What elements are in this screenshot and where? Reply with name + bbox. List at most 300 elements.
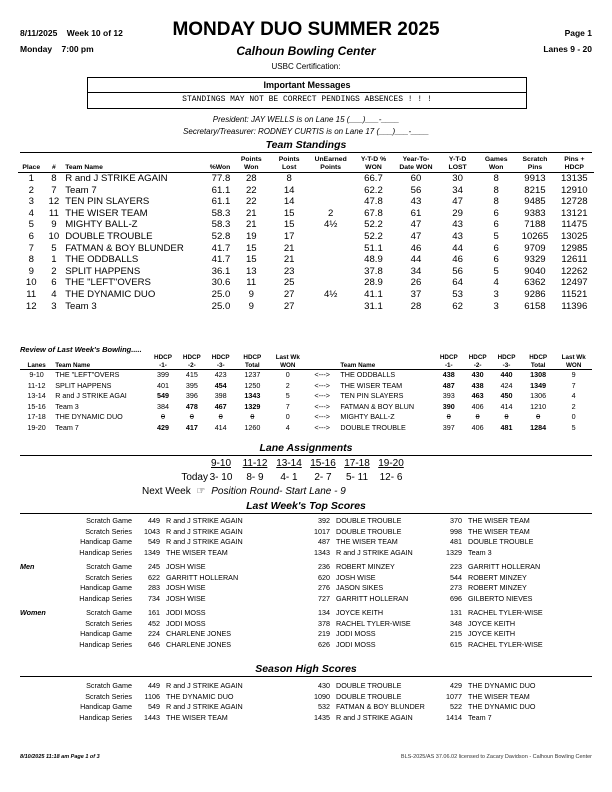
standings-header: Pins + HDCP [555,156,594,173]
standings-cell [308,231,353,243]
message-line: STANDINGS MAY NOT BE CORRECT PENDINGS ABSENCES ! ! ! [182,95,432,104]
standings-cell: 3 [493,288,499,300]
standings-cell: 4½ [324,288,338,300]
lane-pairing: 8- 9 [246,472,264,483]
standings-cell [308,301,353,313]
review-cell: 1237 [244,370,261,379]
review-cell: 0 [536,412,541,422]
review-cell: MIGHTY BALL-Z [340,412,395,422]
review-cell: 384 [156,401,169,411]
standings-cell: 12 [25,300,37,312]
review-cell: 0 [189,412,194,422]
review-cell: 415 [185,370,198,379]
score-cell: Scratch Game [86,516,132,525]
review-cell: 1250 [244,380,261,390]
review-cell: 397 [442,422,455,432]
score-cell: R and J STRIKE AGAIN [166,681,243,690]
standings-cell: 2 [328,207,334,219]
standings-cell: 56 [410,184,422,196]
standings-cell: 12262 [560,265,588,277]
review-cell: 1284 [530,422,547,432]
standings-cell: 12 [48,196,60,208]
review-cell: THE ODDBALLS [340,370,396,379]
standings-cell: 19 [245,230,257,242]
score-cell: 481 [450,537,462,546]
lane-assign-divider [20,455,592,456]
standings-title: Team Standings [265,139,347,151]
score-cell: DOUBLE TROUBLE [336,681,402,690]
score-cell: Scratch Series [85,618,132,628]
standings-cell: 52.8 [211,230,231,242]
score-cell: RACHEL TYLER-WISE [468,639,543,649]
score-cell: THE DYNAMIC DUO [468,702,536,711]
standings-cell: 15 [245,254,257,266]
review-cell: 549 [156,391,169,401]
review-cell: 0 [285,370,290,379]
score-cell: JOSH WISE [166,562,206,571]
lane-pairing: 2- 7 [314,472,332,483]
review-cell: 440 [500,370,513,379]
standings-cell: 6 [493,207,499,219]
review-cell: 7 [285,401,290,411]
score-cell: 392 [318,516,330,525]
standings-cell: 3 [493,300,499,312]
review-cell: DOUBLE TROUBLE [340,422,406,432]
standings-header: UnEarned Points [308,156,353,173]
score-cell: GILBERTO NIEVES [468,593,533,603]
review-cell: 9-10 [29,370,44,379]
score-cell: JOYCE KEITH [336,608,384,617]
usbc-certification: USBC Certification: [271,62,341,71]
standings-cell: 9 [28,265,34,277]
standings-cell: 13135 [560,173,588,184]
standings-row [18,277,594,289]
standings-cell: 9709 [524,242,546,254]
score-cell: 487 [318,537,330,546]
standings-cell: 51.1 [364,242,383,254]
standings-cell: 2 [28,184,34,196]
standings-cell: 47 [452,196,463,208]
review-cell: 9 [571,370,576,379]
score-cell: DOUBLE TROUBLE [336,526,402,536]
messages-title: Important Messages [263,80,351,90]
standings-cell: 6 [493,254,499,266]
score-cell: 223 [450,562,462,571]
standings-cell: 12611 [561,254,588,266]
score-cell: DOUBLE TROUBLE [336,691,402,701]
review-cell: <---> [314,422,330,432]
standings-cell: 46 [410,242,422,254]
score-cell: 430 [318,681,330,690]
lane-column-header: 17-18 [344,458,370,469]
score-cell: 549 [148,537,160,546]
review-cell: 450 [500,391,513,401]
review-cell: 487 [442,380,455,390]
standings-cell: 61.1 [211,184,231,196]
score-cell: Handicap Game [80,629,132,638]
standings-cell: 30.6 [211,277,231,289]
score-cell: Team 3 [468,547,492,557]
score-cell: 273 [450,583,462,592]
review-header: HDCP -1- [434,354,463,370]
score-cell: THE WISER TEAM [468,691,530,701]
standings-cell: 66.7 [364,173,383,184]
review-header: HDCP -2- [463,354,492,370]
standings-cell: 8 [28,254,34,266]
standings-cell: MIGHTY BALL-Z [65,219,138,231]
review-cell: 0 [285,412,290,422]
standings-cell: 10265 [521,230,549,242]
standings-cell: 11521 [561,288,588,300]
score-cell: Handicap Series [79,593,132,603]
review-cell: 417 [185,422,198,432]
lanes-range: Lanes 9 - 20 [543,44,592,54]
standings-cell: 9286 [524,288,546,300]
lane-pairing: 12- 6 [379,472,403,483]
score-cell: JODI MOSS [336,629,376,638]
standings-cell: 5 [493,230,499,242]
review-cell: 414 [214,422,227,432]
score-cell: 620 [318,572,330,582]
score-cell: 727 [318,593,330,603]
score-cell: Handicap Game [80,583,132,592]
review-cell: 406 [471,422,484,432]
review-cell: THE DYNAMIC DUO [55,412,123,422]
score-cell: RACHEL TYLER-WISE [468,608,543,617]
standings-cell: 9383 [524,207,546,219]
score-cell: R and J STRIKE AGAIN [166,702,243,711]
standings-cell [308,254,353,266]
standings-cell: SPLIT HAPPENS [65,265,141,277]
score-group-label: Women [20,608,46,617]
review-cell: Team 7 [55,422,79,432]
standings-cell: 22 [245,196,257,208]
review-header: Team Name [53,354,148,370]
review-header: HDCP Total [521,354,555,370]
review-cell: 4 [571,391,576,401]
score-cell: 219 [318,629,330,638]
score-cell: 1343 [314,547,330,557]
league-day-time: Monday 7:00 pm [20,44,94,54]
score-cell: 622 [148,572,160,582]
lane-pairing: 5- 11 [345,472,369,483]
review-cell: 5 [285,391,290,401]
standings-row [18,196,594,208]
standings-cell: 21 [245,207,257,219]
standings-row [18,208,594,220]
standings-row [18,173,594,185]
standings-cell: 3 [28,196,34,208]
score-cell: Scratch Game [86,562,132,571]
standings-cell: DOUBLE TROUBLE [65,230,153,242]
score-cell: 134 [318,608,330,617]
standings-row [18,266,594,278]
standings-cell: 8 [286,173,292,184]
review-cell: 414 [500,401,513,411]
standings-cell: 37 [410,288,422,300]
standings-cell: 4 [493,277,499,289]
score-cell: THE WISER TEAM [468,516,530,525]
score-cell: Scratch Series [85,691,132,701]
season-high-divider [20,676,592,677]
score-cell: Scratch Series [85,526,132,536]
review-cell: <---> [314,412,330,422]
review-cell: THE "LEFT"OVERS [55,370,120,379]
standings-cell: 11 [48,207,59,219]
review-cell: 406 [471,401,484,411]
standings-cell: 60 [410,173,422,184]
season-high-title: Season High Scores [255,663,357,675]
standings-cell: 12497 [560,277,588,289]
standings-cell: 21 [245,219,257,231]
standings-cell: 56 [452,265,463,277]
review-cell: <---> [314,380,330,390]
score-cell: RACHEL TYLER-WISE [336,618,411,628]
standings-cell: 15 [245,242,257,254]
review-row [20,391,592,402]
score-cell: 161 [148,608,160,617]
review-cell: 423 [214,370,227,379]
score-cell: 615 [450,639,462,649]
review-cell: 401 [156,380,169,390]
review-cell: FATMAN & BOY BLUN [340,401,415,411]
review-cell: 1349 [530,380,547,390]
review-cell: 424 [500,380,513,390]
review-cell: <---> [314,370,330,379]
score-cell: THE WISER TEAM [336,537,398,546]
score-cell: DOUBLE TROUBLE [468,537,534,546]
review-cell: 398 [214,391,227,401]
standings-cell: 21 [283,254,295,266]
standings-cell: 43 [452,230,463,242]
lane-pairing: 4- 1 [280,472,298,483]
review-cell: 396 [185,391,198,401]
score-cell: 449 [148,516,160,525]
standings-cell: 34 [452,184,463,196]
standings-header: Points Lost [270,156,308,173]
review-row [20,423,592,434]
review-cell: 5 [571,422,576,432]
standings-cell: 13121 [560,207,588,219]
standings-header: Points Won [232,156,270,173]
standings-cell: THE WISER TEAM [65,207,148,219]
score-cell: 1077 [446,691,462,701]
standings-cell: 10 [48,230,60,242]
score-cell: 544 [450,572,462,582]
page-number: Page 1 [564,28,592,38]
standings-header: Games Won [477,156,515,173]
standings-cell: 8 [493,184,499,196]
score-cell: Handicap Series [79,639,132,649]
footer-license: BLS-2025/AS 37.06.02 licensed to Zacary Davidson - Calhoun Bowling Center [400,754,592,760]
review-header: HDCP Total [235,354,269,370]
standings-cell: 43 [410,196,422,208]
standings-cell: 47 [410,230,422,242]
review-table [20,354,592,434]
standings-cell: 29 [452,207,463,219]
report-date-week: 8/11/2025 Week 10 of 12 [20,28,123,38]
standings-cell: 61.1 [211,196,231,208]
standings-cell: 22 [245,184,257,196]
standings-cell: 4 [28,207,34,219]
standings-cell: 41.1 [364,288,383,300]
standings-divider [20,152,592,153]
score-cell: JASON SIKES [336,583,384,592]
review-cell: THE WISER TEAM [340,380,403,390]
standings-cell: 15 [283,207,295,219]
score-group-label: Men [20,562,35,571]
review-cell: 395 [185,380,198,390]
standings-cell: 9 [51,219,57,231]
score-cell: 276 [318,583,330,592]
standings-row [18,301,594,313]
review-cell: 454 [214,380,227,390]
standings-cell: 28.9 [364,277,383,289]
score-cell: THE WISER TEAM [468,526,530,536]
standings-header: Scratch Pins [515,156,554,173]
standings-cell: 28 [410,300,422,312]
footer-print-info: 8/10/2025 11:18 am Page 1 of 3 [20,754,100,760]
score-cell: 1090 [314,691,330,701]
score-cell: JOYCE KEITH [468,618,516,628]
score-cell: THE DYNAMIC DUO [468,681,536,690]
score-cell: Handicap Series [79,547,132,557]
standings-cell: Team 3 [65,300,97,312]
standings-cell: 9913 [524,173,546,184]
review-row [20,370,592,381]
standings-cell: 6 [493,242,499,254]
standings-cell: 9040 [524,265,546,277]
review-cell: 430 [471,370,484,379]
review-cell: 390 [442,401,455,411]
today-label: Today [181,472,208,483]
standings-cell: 53 [452,288,463,300]
score-cell: THE WISER TEAM [166,712,228,722]
review-cell: 0 [504,412,509,422]
standings-cell: 27 [283,288,295,300]
score-cell: FATMAN & BOY BLUNDER [336,702,425,711]
score-cell: GARRITT HOLLERAN [336,593,409,603]
standings-cell [308,266,353,278]
standings-cell: 44 [452,242,463,254]
score-cell: 1329 [446,547,462,557]
standings-cell: 15 [283,219,295,231]
score-cell: R and J STRIKE AGAIN [336,547,413,557]
review-cell: 481 [500,422,513,432]
score-cell: 245 [148,562,160,571]
president-line: President: JAY WELLS is on Lane 15 (___)___-____ [212,115,400,124]
standings-cell: 8 [493,173,499,184]
score-cell: CHARLENE JONES [166,639,232,649]
score-cell: DOUBLE TROUBLE [336,516,402,525]
standings-cell [308,185,353,197]
standings-cell: 77.8 [211,173,231,184]
standings-cell: 12910 [560,184,588,196]
standings-cell: 21 [283,242,295,254]
standings-cell: 11 [26,288,37,300]
score-cell: 1414 [446,712,462,722]
standings-cell: 9485 [524,196,546,208]
score-cell: JOSH WISE [336,572,376,582]
standings-cell: 34 [410,265,422,277]
standings-row [18,243,594,255]
review-cell: 429 [156,422,169,432]
review-header: HDCP -3- [492,354,521,370]
standings-table [18,156,594,312]
standings-cell: 23 [283,265,295,277]
standings-header: Year-To-Date WON [394,156,439,173]
standings-cell: 14 [283,184,295,196]
score-cell: JOSH WISE [166,593,206,603]
review-header [306,354,338,370]
score-cell: 696 [450,593,462,603]
score-cell: ROBERT MINZEY [468,572,527,582]
bowling-center-name: Calhoun Bowling Center [236,44,376,58]
score-cell: 283 [148,583,160,592]
lane-assign-title: Lane Assignments [259,442,353,454]
standings-cell: 11475 [561,219,588,231]
standings-cell: 30 [452,173,463,184]
review-header: Last Wk WON [555,354,592,370]
score-cell: JOYCE KEITH [468,629,516,638]
review-cell: 478 [185,401,198,411]
top-scores-title: Last Week's Top Scores [246,500,366,512]
standings-cell: 4½ [324,219,338,231]
review-row [20,381,592,392]
review-cell: 19-20 [27,422,46,432]
standings-cell: 6 [28,230,34,242]
review-cell: 0 [475,412,480,422]
standings-cell [308,277,353,289]
score-cell: THE WISER TEAM [166,547,228,557]
score-cell: GARRITT HOLLERAN [468,562,541,571]
score-cell: R and J STRIKE AGAIN [166,526,243,536]
standings-cell: 46 [452,254,463,266]
review-cell: 15-16 [27,401,46,411]
standings-header: # [45,156,64,173]
review-header: HDCP -2- [177,354,206,370]
review-cell: 463 [471,391,484,401]
lane-column-header: 15-16 [310,458,336,469]
lane-column-header: 9-10 [210,458,231,469]
review-cell: 1308 [530,370,547,379]
score-cell: 1017 [314,526,330,536]
standings-cell: Team 7 [65,184,97,196]
standings-cell: 44 [410,254,422,266]
standings-cell: 13025 [560,230,588,242]
standings-cell: 31.1 [364,300,383,312]
review-cell: 438 [442,370,455,379]
league-title: MONDAY DUO SUMMER 2025 [172,19,440,40]
score-cell: 370 [450,516,462,525]
review-cell: SPLIT HAPPENS [55,380,112,390]
standings-cell: 7 [28,242,34,254]
review-cell: 0 [160,412,165,422]
review-header: HDCP -3- [206,354,235,370]
standings-cell: 6158 [524,300,546,312]
review-cell: 467 [214,401,227,411]
review-cell: TEN PIN SLAYERS [340,391,404,401]
standings-cell: 26 [410,277,422,289]
score-cell: 236 [318,562,330,571]
standings-cell: 9 [248,288,254,300]
review-cell: 1210 [530,401,547,411]
score-cell: THE DYNAMIC DUO [166,691,234,701]
standings-cell: 9 [248,300,254,312]
score-cell: ROBERT MINZEY [468,583,527,592]
standings-cell: 1 [28,173,34,184]
standings-cell: THE ODDBALLS [65,254,139,266]
